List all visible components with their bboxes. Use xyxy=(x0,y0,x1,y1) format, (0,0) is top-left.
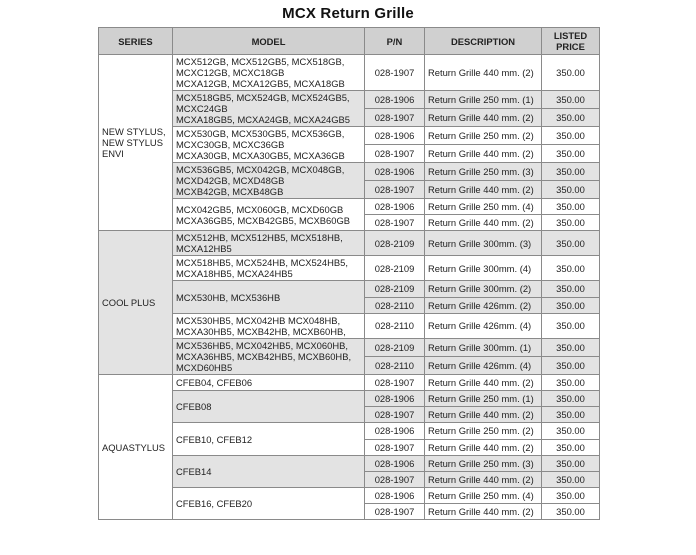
model-cell xyxy=(173,163,365,199)
description-cell: Return Grille 300mm. (3) xyxy=(425,231,542,256)
page-title: MCX Return Grille xyxy=(282,5,414,22)
price-cell: 350.00 xyxy=(542,55,600,91)
model-cell xyxy=(173,313,365,338)
table-row xyxy=(99,256,600,281)
description-cell: Return Grille 250 mm. (3) xyxy=(425,455,542,471)
price-cell: 350.00 xyxy=(542,145,600,163)
model-line: MCXA12HB5 xyxy=(176,243,232,255)
price-cell: 350.00 xyxy=(542,407,600,423)
part-number-cell: 028-1907 xyxy=(365,55,425,91)
description-cell: Return Grille 300mm. (1) xyxy=(425,338,542,356)
table-row xyxy=(99,313,600,338)
header-model: MODEL xyxy=(173,28,365,55)
price-cell: 350.00 xyxy=(542,91,600,109)
table-row xyxy=(99,231,600,256)
model-line: MCX518GB5, MCX524GB, MCX524GB5, xyxy=(176,92,350,103)
price-cell: 350.00 xyxy=(542,455,600,471)
header-price-line: PRICE xyxy=(556,41,585,52)
description-cell: Return Grille 426mm. (4) xyxy=(425,356,542,374)
price-cell: 350.00 xyxy=(542,374,600,390)
series-cell xyxy=(99,231,173,374)
model-cell xyxy=(173,55,365,91)
price-cell: 350.00 xyxy=(542,256,600,281)
model-line: MCXC24GB xyxy=(176,103,228,114)
part-number-cell: 028-2109 xyxy=(365,231,425,256)
part-number-cell: 028-1906 xyxy=(365,163,425,181)
model-line: MCX518HB5, MCX524HB, MCX524HB5, xyxy=(176,257,348,269)
price-cell: 350.00 xyxy=(542,109,600,127)
part-number-cell: 028-2110 xyxy=(365,356,425,374)
part-number-cell: 028-1907 xyxy=(365,504,425,520)
model-cell xyxy=(173,199,365,231)
price-cell: 350.00 xyxy=(542,231,600,256)
description-cell: Return Grille 426mm. (2) xyxy=(425,297,542,313)
model-cell xyxy=(173,256,365,281)
model-line: CFEB08 xyxy=(176,401,212,413)
description-cell: Return Grille 250 mm. (2) xyxy=(425,127,542,145)
model-line: CFEB10, CFEB12 xyxy=(176,433,253,445)
part-number-cell: 028-2110 xyxy=(365,313,425,338)
header-listed-price xyxy=(542,28,600,55)
model-line: MCXA30GB, MCXA30GB5, MCXA36GB xyxy=(176,150,345,161)
model-line: MCXA30HB5, MCXB42HB, MCXB60HB, xyxy=(176,325,346,337)
description-cell: Return Grille 440 mm. (2) xyxy=(425,109,542,127)
description-cell: Return Grille 300mm. (4) xyxy=(425,256,542,281)
model-line: MCXA18HB5, MCXA24HB5 xyxy=(176,268,293,280)
part-number-cell: 028-1906 xyxy=(365,455,425,471)
series-name-line: ENVI xyxy=(102,148,124,160)
part-number-cell: 028-1906 xyxy=(365,127,425,145)
header-pn: P/N xyxy=(365,28,425,55)
price-cell: 350.00 xyxy=(542,439,600,455)
price-cell: 350.00 xyxy=(542,338,600,356)
price-cell: 350.00 xyxy=(542,423,600,439)
model-cell xyxy=(173,127,365,163)
table-row xyxy=(99,199,600,215)
model-cell xyxy=(173,488,365,520)
price-cell: 350.00 xyxy=(542,215,600,231)
table-row xyxy=(99,390,600,406)
part-number-cell: 028-1907 xyxy=(365,215,425,231)
model-line: MCX536HB5, MCX042HB5, MCX060HB, xyxy=(176,339,348,351)
price-cell: 350.00 xyxy=(542,297,600,313)
series-name-line: NEW STYLUS, xyxy=(102,126,166,138)
description-cell: Return Grille 250 mm. (4) xyxy=(425,488,542,504)
part-number-cell: 028-1907 xyxy=(365,374,425,390)
description-cell: Return Grille 250 mm. (4) xyxy=(425,199,542,215)
part-number-cell: 028-1906 xyxy=(365,423,425,439)
table-row xyxy=(99,374,600,390)
model-line: CFEB04, CFEB06 xyxy=(176,376,253,388)
description-cell: Return Grille 440 mm. (2) xyxy=(425,215,542,231)
model-cell xyxy=(173,390,365,422)
description-cell: Return Grille 440 mm. (2) xyxy=(425,181,542,199)
model-line: MCX042GB5, MCX060GB, MCXD60GB xyxy=(176,203,344,215)
model-cell xyxy=(173,455,365,487)
table-header-row xyxy=(99,28,600,55)
price-cell: 350.00 xyxy=(542,488,600,504)
part-number-cell: 028-1907 xyxy=(365,407,425,423)
model-line: MCXD60HB5 xyxy=(176,361,233,373)
model-line: MCXA36GB5, MCXB42GB5, MCXB60GB xyxy=(176,214,351,226)
part-number-cell: 028-2109 xyxy=(365,256,425,281)
model-cell xyxy=(173,423,365,455)
model-line: MCXC30GB, MCXC36GB xyxy=(176,139,285,150)
model-line: MCX536GB5, MCX042GB, MCX048GB, xyxy=(176,164,345,175)
description-cell: Return Grille 440 mm. (2) xyxy=(425,55,542,91)
description-cell: Return Grille 250 mm. (1) xyxy=(425,390,542,406)
model-line: CFEB14 xyxy=(176,465,212,477)
model-cell xyxy=(173,374,365,390)
header-price-line: LISTED xyxy=(553,30,588,41)
part-number-cell: 028-2110 xyxy=(365,297,425,313)
description-cell: Return Grille 440 mm. (2) xyxy=(425,374,542,390)
table-row xyxy=(99,91,600,109)
series-name-line: AQUASTYLUS xyxy=(102,441,166,453)
price-cell: 350.00 xyxy=(542,127,600,145)
model-line: CFEB16, CFEB20 xyxy=(176,498,253,510)
part-number-cell: 028-1906 xyxy=(365,488,425,504)
price-cell: 350.00 xyxy=(542,281,600,297)
price-cell: 350.00 xyxy=(542,181,600,199)
part-number-cell: 028-2109 xyxy=(365,338,425,356)
model-line: MCX530GB, MCX530GB5, MCX536GB, xyxy=(176,128,345,139)
part-number-cell: 028-1907 xyxy=(365,439,425,455)
header-series: SERIES xyxy=(99,28,173,55)
table-body xyxy=(99,55,600,520)
model-line: MCX530HB, MCX536HB xyxy=(176,291,281,303)
series-cell xyxy=(99,55,173,231)
series-name-line: NEW STYLUS xyxy=(102,137,163,149)
part-number-cell: 028-1906 xyxy=(365,390,425,406)
table-row xyxy=(99,455,600,471)
price-cell: 350.00 xyxy=(542,199,600,215)
model-line: MCXA12GB, MCXA12GB5, MCXA18GB xyxy=(176,78,345,89)
part-number-cell: 028-2109 xyxy=(365,281,425,297)
model-cell xyxy=(173,281,365,313)
model-line: MCX530HB5, MCX042HB MCX048HB, xyxy=(176,314,341,326)
model-line: MCXA18GB5, MCXA24GB, MCXA24GB5 xyxy=(176,114,351,125)
table-row xyxy=(99,55,600,91)
description-cell: Return Grille 250 mm. (1) xyxy=(425,91,542,109)
model-cell xyxy=(173,338,365,374)
model-line: MCXD42GB, MCXD48GB xyxy=(176,175,285,186)
model-line: MCXB42GB, MCXB48GB xyxy=(176,186,284,197)
return-grille-table xyxy=(98,27,600,520)
part-number-cell: 028-1906 xyxy=(365,199,425,215)
description-cell: Return Grille 440 mm. (2) xyxy=(425,145,542,163)
model-cell xyxy=(173,91,365,127)
model-cell xyxy=(173,231,365,256)
description-cell: Return Grille 440 mm. (2) xyxy=(425,471,542,487)
description-cell: Return Grille 440 mm. (2) xyxy=(425,504,542,520)
description-cell: Return Grille 250 mm. (2) xyxy=(425,423,542,439)
description-cell: Return Grille 440 mm. (2) xyxy=(425,407,542,423)
header-description: DESCRIPTION xyxy=(425,28,542,55)
description-cell: Return Grille 426mm. (4) xyxy=(425,313,542,338)
model-line: MCX512GB, MCX512GB5, MCX518GB, xyxy=(176,56,345,67)
part-number-cell: 028-1907 xyxy=(365,181,425,199)
price-cell: 350.00 xyxy=(542,504,600,520)
model-line: MCXC12GB, MCXC18GB xyxy=(176,67,285,78)
part-number-cell: 028-1907 xyxy=(365,109,425,127)
price-cell: 350.00 xyxy=(542,471,600,487)
model-line: MCX512HB, MCX512HB5, MCX518HB, xyxy=(176,232,343,244)
description-cell: Return Grille 250 mm. (3) xyxy=(425,163,542,181)
model-line: MCXA36HB5, MCXB42HB5, MCXB60HB, xyxy=(176,350,352,362)
part-number-cell: 028-1907 xyxy=(365,145,425,163)
table-row xyxy=(99,488,600,504)
table-row xyxy=(99,423,600,439)
description-cell: Return Grille 440 mm. (2) xyxy=(425,439,542,455)
price-cell: 350.00 xyxy=(542,390,600,406)
price-cell: 350.00 xyxy=(542,163,600,181)
description-cell: Return Grille 300mm. (2) xyxy=(425,281,542,297)
series-cell xyxy=(99,374,173,520)
table-row xyxy=(99,281,600,297)
price-cell: 350.00 xyxy=(542,313,600,338)
price-cell: 350.00 xyxy=(542,356,600,374)
part-number-cell: 028-1907 xyxy=(365,471,425,487)
part-number-cell: 028-1906 xyxy=(365,91,425,109)
table-row xyxy=(99,163,600,181)
series-name-line: COOL PLUS xyxy=(102,297,156,309)
table-row xyxy=(99,127,600,145)
table-row xyxy=(99,338,600,356)
